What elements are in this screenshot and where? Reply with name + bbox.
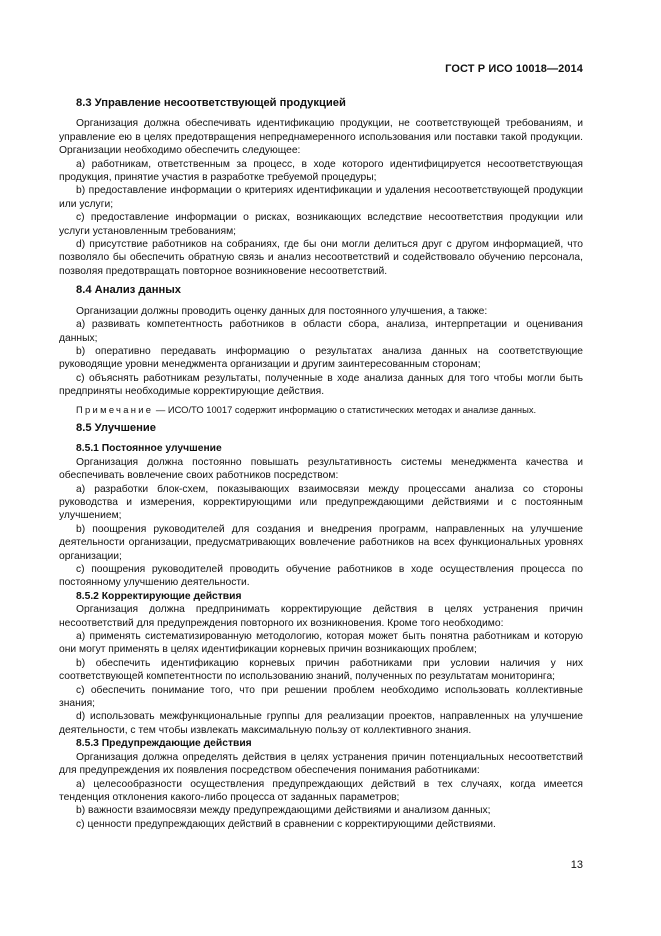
- section-8-5-2-title: 8.5.2 Корректирующие действия: [76, 590, 242, 602]
- list-item: а) разработки блок-схем, показывающих взаимосвязи между процессами анализа со стороны руководства и измерения, корректирующими или предупреждающими действиями и с постоянным улучшением;: [59, 483, 583, 522]
- list-item: а) работникам, ответственным за процесс, в ходе которого идентифицируется несоответствующая продукция, принятие участия в разработке требуемой процедуры;: [59, 158, 583, 184]
- paragraph: Организация должна предпринимать корректирующие действия в целях устранения причин несоответствий для предупреждения повторного их возникновения. Кроме того необходимо:: [59, 604, 583, 629]
- section-8-4-title: 8.4 Анализ данных: [76, 284, 181, 297]
- list-item: а) развивать компетентность работников в области сбора, анализа, интерпретации и оценивания данных;: [59, 319, 583, 344]
- document-body: [59, 97, 583, 831]
- list-item: c) обеспечить понимание того, что при решении проблем необходимо использовать коллективные знания;: [59, 684, 583, 710]
- list-item: b) предоставление информации о критериях идентификации и удаления несоответствующей продукции или услуги;: [59, 185, 583, 210]
- section-8-5-3-title: 8.5.3 Предупреждающие действия: [76, 738, 252, 750]
- document-id: ГОСТ Р ИСО 10018—2014: [445, 63, 583, 75]
- list-item: d) использовать межфункциональные группы для реализации проектов, направленных на улучшение деятельности, с тем чтобы извлекать максимальную пользу от коллективного знания.: [59, 711, 583, 736]
- list-item: b) обеспечить идентификацию корневых причин работниками при условии наличия у них соответствующей компетентности по использованию знаний, полученных по результатам мониторинга;: [59, 657, 583, 683]
- paragraph: Организация должна обеспечивать идентификацию продукции, не соответствующей требованиям, и управление ею в целях предотвращения непреднамеренного использования или поставки такой продукции. Организации необходимо обеспечить следующее:: [59, 118, 583, 157]
- paragraph: Организации должны проводить оценку данных для постоянного улучшения, а также:: [76, 305, 488, 317]
- section-8-5-1-title: 8.5.1 Постоянное улучшение: [76, 443, 222, 455]
- paragraph: Организация должна определять действия в целях устранения причин потенциальных несоответствий для предупреждения их появления посредством обеспечения понимания работниками:: [59, 751, 583, 777]
- list-item: а) применять систематизированную методологию, которая может быть понятна работникам и которую они могут применять в целях идентификации корневых причин возникающих проблем;: [59, 631, 583, 656]
- list-item: c) ценности предупреждающих действий в сравнении с корректирующими действиями.: [76, 818, 496, 830]
- note-text: — ИСО/ТО 10017 содержит информацию о статистических методах и анализе данных.: [153, 403, 537, 415]
- list-item: b) оперативно передавать информацию о результатах анализа данных на соответствующие руководящие уровни менеджмента организации и другим заинтересованным сторонам;: [59, 345, 583, 371]
- page-number: 13: [570, 859, 583, 871]
- list-item: d) присутствие работников на собраниях, где бы они могли делиться друг с другом информацией, что позволяло бы обеспечить обратную связь и анализ несоответствий и содействовало обучению персонала, позволяя предотвращать повторное возникновение несоответствий.: [59, 239, 583, 277]
- paragraph: Организация должна постоянно повышать результативность системы менеджмента качества и обеспечивать вовлечение своих работников посредством:: [59, 456, 583, 482]
- list-item: c) поощрения руководителей проводить обучение работников в ходе осуществления процесса по постоянному улучшению деятельности.: [59, 564, 583, 589]
- note-label: Примечание: [76, 403, 154, 415]
- list-item: c) объяснять работникам результаты, полученные в ходе анализа данных для того чтобы могли быть предприняты необходимые корректирующие действия.: [59, 372, 583, 398]
- note: [59, 403, 583, 416]
- list-item: а) целесообразности осуществления предупреждающих действий в тех случаях, когда имеется тенденция отклонения какого-либо процесса от заданных параметров;: [59, 778, 583, 803]
- list-item: c) предоставление информации о рисках, возникающих вследствие несоответствия продукции или услуги установленным требованиям;: [59, 212, 583, 237]
- list-item: b) поощрения руководителей для создания и внедрения программ, направленных на улучшение деятельности организации, предусматривающих вовлечение работников на всех функциональных уровнях организации;: [59, 523, 583, 562]
- list-item: b) важности взаимосвязи между предупреждающими действиями и анализом данных;: [76, 805, 491, 817]
- section-8-5-title: 8.5 Улучшение: [76, 421, 156, 434]
- section-8-3-title: 8.3 Управление несоответствующей продукцией: [76, 97, 346, 109]
